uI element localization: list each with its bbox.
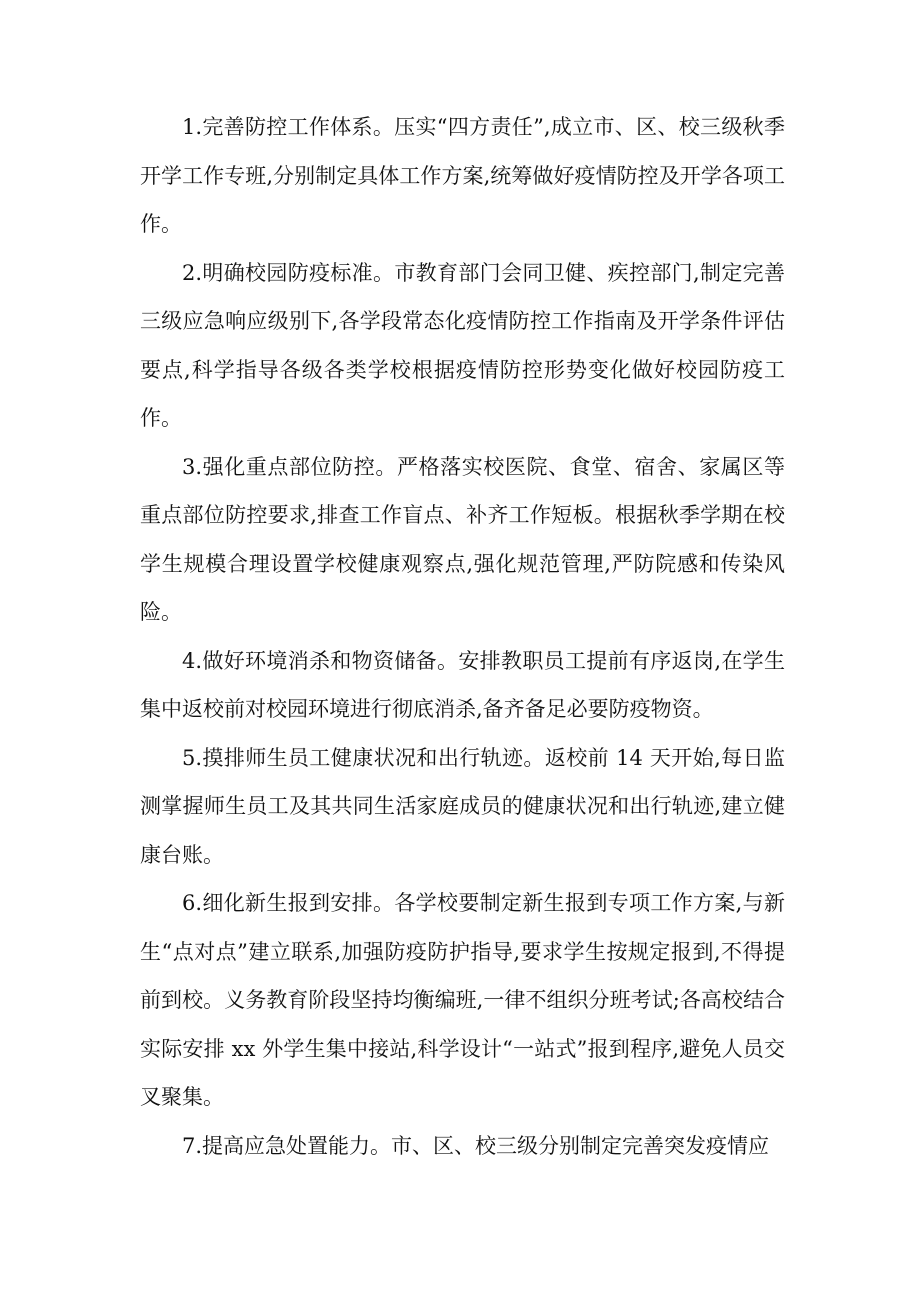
paragraph-6: 6.细化新生报到安排。各学校要制定新生报到专项工作方案,与新生“点对点”建立联系,加强防疫防护指导,要求学生按规定报到,不得提前到校。义务教育阶段坚持均衡编班,一律不组织分班考试;各高校结合实际安排 xx 外学生集中接站,科学设计“一站式”报到程序,避免人员交叉聚集。: [140, 891, 785, 1109]
document-body: [140, 103, 785, 1170]
paragraph-5: 5.摸排师生员工健康状况和出行轨迹。返校前 14 天开始,每日监测掌握师生员工及其共同生活家庭成员的健康状况和出行轨迹,建立健康台账。: [140, 745, 785, 867]
paragraph-3: 3.强化重点部位防控。严格落实校医院、食堂、宿舍、家属区等重点部位防控要求,排查工作盲点、补齐工作短板。根据秋季学期在校学生规模合理设置学校健康观察点,强化规范管理,严防院感和传染风险。: [140, 454, 785, 624]
paragraph-1: 1.完善防控工作体系。压实“四方责任”,成立市、区、校三级秋季开学工作专班,分别制定具体工作方案,统筹做好疫情防控及开学各项工作。: [140, 115, 785, 236]
paragraph-4: 4.做好环境消杀和物资储备。安排教职员工提前有序返岗,在学生集中返校前对校园环境进行彻底消杀,备齐备足必要防疫物资。: [140, 648, 785, 721]
paragraph-7: 7.提高应急处置能力。市、区、校三级分别制定完善突发疫情应: [182, 1133, 770, 1158]
paragraph-2: 2.明确校园防疫标准。市教育部门会同卫健、疾控部门,制定完善三级应急响应级别下,各学段常态化疫情防控工作指南及开学条件评估要点,科学指导各级各类学校根据疫情防控形势变化做好校园防疫工作。: [140, 260, 785, 430]
